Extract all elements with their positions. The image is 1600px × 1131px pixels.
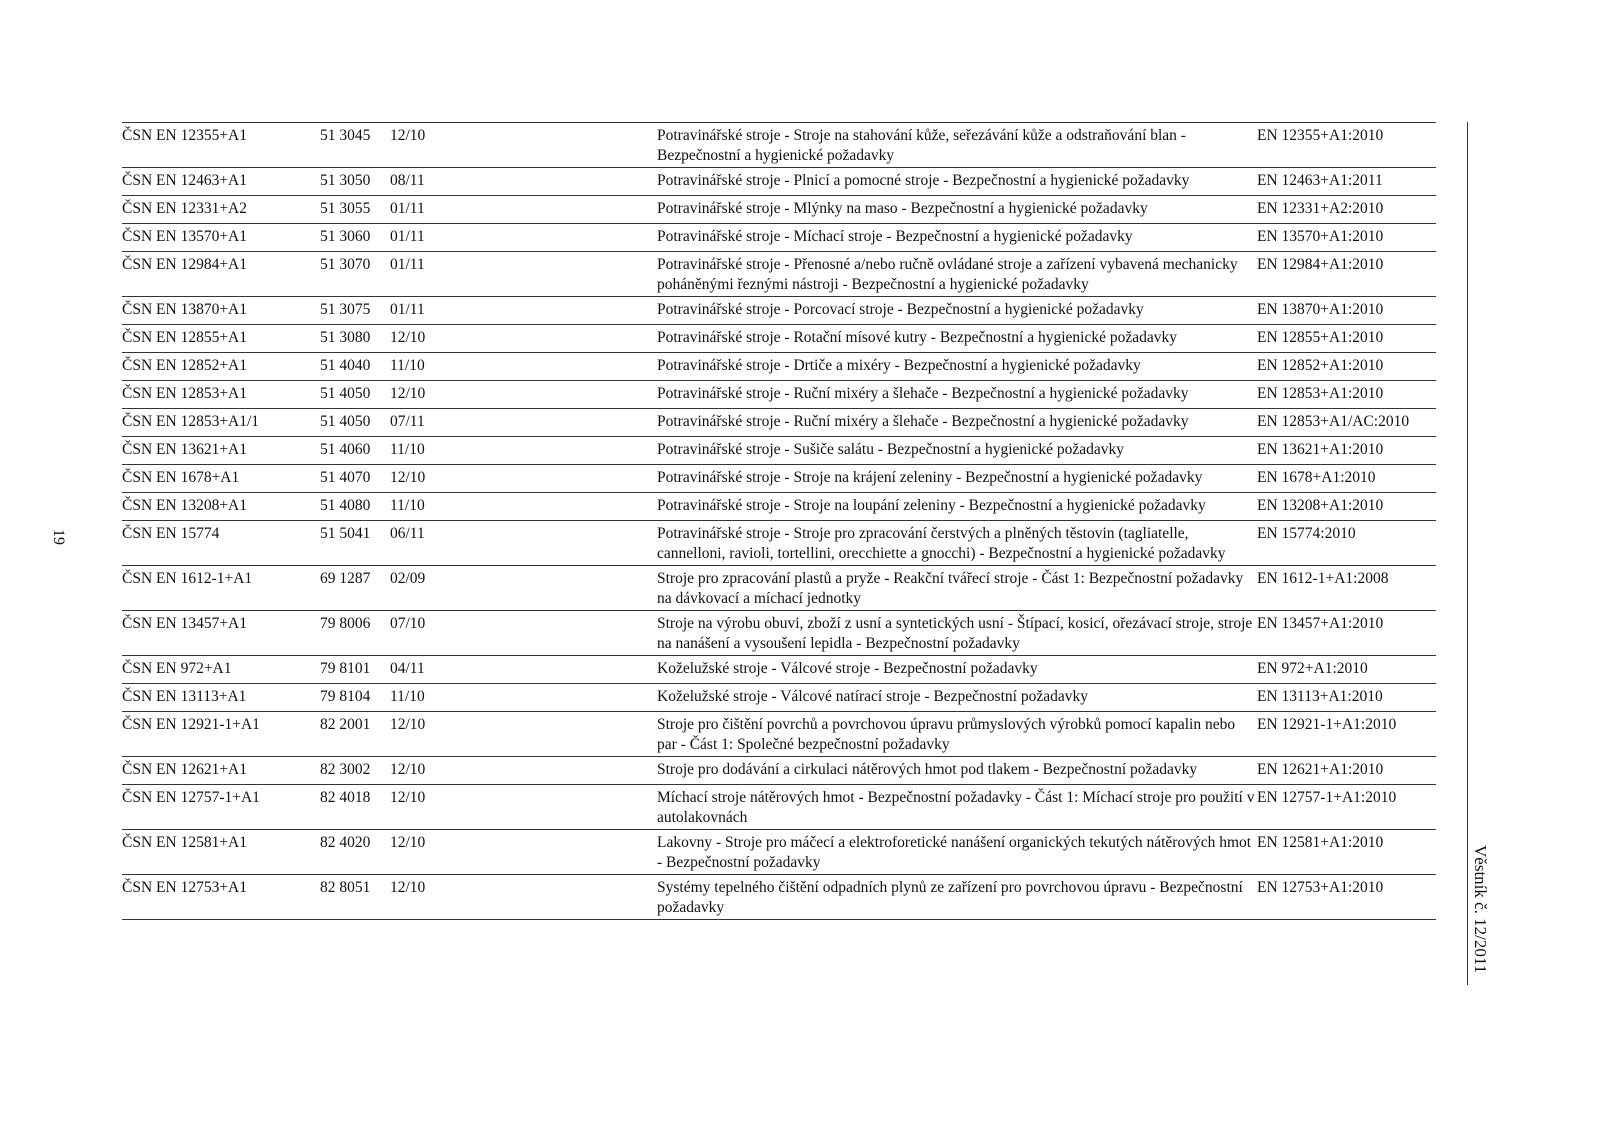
standard-code: ČSN EN 1678+A1	[122, 469, 240, 486]
en-reference: EN 12921-1+A1:2010	[1257, 716, 1397, 733]
standard-title: Lakovny - Stroje pro máčecí a elektroforetické nanášení organických tekutých nátěrových hmot - Bezpečnostní požadavky	[657, 834, 1252, 871]
issue-date: 07/10	[390, 615, 426, 632]
classification-number: 79 8104	[320, 688, 371, 705]
en-reference: EN 12463+A1:2011	[1257, 172, 1383, 189]
issue-date: 04/11	[390, 660, 425, 677]
classification-number: 51 4060	[320, 441, 371, 458]
classification-number: 51 3075	[320, 301, 371, 318]
standard-title: Potravinářské stroje - Stroje na krájení zeleniny - Bezpečnostní a hygienické požadavky	[657, 469, 1203, 486]
table-row	[122, 196, 1436, 224]
issue-date: 08/11	[390, 172, 425, 189]
table-row	[122, 409, 1436, 437]
en-reference: EN 13457+A1:2010	[1257, 615, 1384, 632]
classification-number: 51 4050	[320, 385, 371, 402]
issue-date: 11/10	[390, 497, 425, 514]
en-reference: EN 12621+A1:2010	[1257, 761, 1384, 778]
standard-code: ČSN EN 12581+A1	[122, 834, 247, 851]
standard-code: ČSN EN 12852+A1	[122, 357, 247, 374]
issue-date: 01/11	[390, 256, 425, 273]
en-reference: EN 12757-1+A1:2010	[1257, 789, 1397, 806]
standard-title: Potravinářské stroje - Mlýnky na maso - Bezpečnostní a hygienické požadavky	[657, 200, 1148, 217]
journal-issue-label: Věstník č. 12/2011	[1471, 845, 1490, 974]
issue-date: 12/10	[390, 879, 426, 896]
table-row	[122, 757, 1436, 785]
classification-number: 51 3060	[320, 228, 371, 245]
table-row	[122, 493, 1436, 521]
table-row	[122, 656, 1436, 684]
standard-title: Potravinářské stroje - Stroje na loupání zeleniny - Bezpečnostní a hygienické požadavky	[657, 497, 1206, 514]
table-row	[122, 325, 1436, 353]
issue-date: 01/11	[390, 301, 425, 318]
en-reference: EN 13870+A1:2010	[1257, 301, 1384, 318]
standard-code: ČSN EN 13570+A1	[122, 228, 247, 245]
en-reference: EN 1612-1+A1:2008	[1257, 570, 1389, 587]
table-row	[122, 168, 1436, 196]
standard-title: Koželužské stroje - Válcové natírací stroje - Bezpečnostní požadavky	[657, 688, 1088, 705]
standard-code: ČSN EN 12331+A2	[122, 200, 247, 217]
classification-number: 51 3050	[320, 172, 371, 189]
classification-number: 51 3070	[320, 256, 371, 273]
standard-title: Potravinářské stroje - Míchací stroje - Bezpečnostní a hygienické požadavky	[657, 228, 1133, 245]
standard-code: ČSN EN 12855+A1	[122, 329, 247, 346]
en-reference: EN 12355+A1:2010	[1257, 127, 1384, 144]
standard-code: ČSN EN 12621+A1	[122, 761, 247, 778]
classification-number: 51 5041	[320, 525, 371, 542]
en-reference: EN 13113+A1:2010	[1257, 688, 1383, 705]
standard-title: Stroje pro dodávání a cirkulaci nátěrových hmot pod tlakem - Bezpečnostní požadavky	[657, 761, 1198, 778]
standard-title: Potravinářské stroje - Rotační mísové kutry - Bezpečnostní a hygienické požadavky	[657, 329, 1177, 346]
standard-code: ČSN EN 15774	[122, 525, 220, 542]
issue-date: 12/10	[390, 716, 426, 733]
table-row	[122, 875, 1436, 920]
classification-number: 51 4070	[320, 469, 371, 486]
table-row	[122, 353, 1436, 381]
en-reference: EN 15774:2010	[1257, 525, 1356, 542]
en-reference: EN 12853+A1:2010	[1257, 385, 1384, 402]
table-row	[122, 712, 1436, 757]
classification-number: 82 8051	[320, 879, 371, 896]
classification-number: 79 8101	[320, 660, 371, 677]
standard-title: Potravinářské stroje - Porcovací stroje - Bezpečnostní a hygienické požadavky	[657, 301, 1144, 318]
en-reference: EN 1678+A1:2010	[1257, 469, 1376, 486]
standard-title: Potravinářské stroje - Drtiče a mixéry - Bezpečnostní a hygienické požadavky	[657, 357, 1141, 374]
issue-date: 11/10	[390, 688, 425, 705]
margin-rule	[1467, 122, 1468, 985]
standard-title: Míchací stroje nátěrových hmot - Bezpečnostní požadavky - Část 1: Míchací stroje pro použití v autolakovnách	[657, 789, 1255, 826]
table-row	[122, 611, 1436, 656]
standard-code: ČSN EN 13457+A1	[122, 615, 247, 632]
standard-code: ČSN EN 12921-1+A1	[122, 716, 260, 733]
issue-date: 12/10	[390, 329, 426, 346]
standard-title: Koželužské stroje - Válcové stroje - Bezpečnostní požadavky	[657, 660, 1038, 677]
table-row	[122, 566, 1436, 611]
standard-code: ČSN EN 12753+A1	[122, 879, 247, 896]
standard-code: ČSN EN 12853+A1/1	[122, 413, 260, 430]
table-row	[122, 465, 1436, 493]
en-reference: EN 12753+A1:2010	[1257, 879, 1384, 896]
table-row	[122, 123, 1436, 168]
standards-table	[122, 122, 1436, 920]
standard-code: ČSN EN 12984+A1	[122, 256, 247, 273]
standard-title: Potravinářské stroje - Ruční mixéry a šlehače - Bezpečnostní a hygienické požadavky	[657, 413, 1189, 430]
en-reference: EN 12984+A1:2010	[1257, 256, 1384, 273]
standard-title: Potravinářské stroje - Stroje pro zpracování čerstvých a plněných těstovin (tagliatelle, cannelloni, ravioli, tortellini, orecchiette a gnocchi) - Bezpečnostní a hygienické požadavky	[657, 525, 1226, 562]
standard-code: ČSN EN 1612-1+A1	[122, 570, 253, 587]
issue-date: 12/10	[390, 385, 426, 402]
classification-number: 51 3055	[320, 200, 371, 217]
page-number: 19	[50, 529, 67, 545]
table-row	[122, 830, 1436, 875]
standard-code: ČSN EN 12757-1+A1	[122, 789, 260, 806]
standard-title: Stroje na výrobu obuvi, zboží z usní a syntetických usní - Štípací, kosicí, ořezávací stroje, stroje na nanášení a vysoušení lepidla - Bezpečnostní požadavky	[657, 615, 1253, 652]
table-row	[122, 297, 1436, 325]
table-row	[122, 224, 1436, 252]
issue-date: 06/11	[390, 525, 425, 542]
table-row	[122, 437, 1436, 465]
en-reference: EN 12855+A1:2010	[1257, 329, 1384, 346]
classification-number: 51 4040	[320, 357, 371, 374]
en-reference: EN 12853+A1/AC:2010	[1257, 413, 1410, 430]
issue-date: 01/11	[390, 228, 425, 245]
standard-title: Potravinářské stroje - Přenosné a/nebo ručně ovládané stroje a zařízení vybavená mechanicky poháněnými řeznými nástroji - Bezpečnostní a hygienické požadavky	[657, 256, 1238, 293]
classification-number: 82 3002	[320, 761, 371, 778]
classification-number: 51 3080	[320, 329, 371, 346]
standard-title: Systémy tepelného čištění odpadních plynů ze zařízení pro povrchovou úpravu - Bezpečnostní požadavky	[657, 879, 1243, 916]
classification-number: 82 2001	[320, 716, 371, 733]
en-reference: EN 972+A1:2010	[1257, 660, 1368, 677]
issue-date: 11/10	[390, 441, 425, 458]
issue-date: 12/10	[390, 469, 426, 486]
issue-date: 12/10	[390, 834, 426, 851]
classification-number: 82 4018	[320, 789, 371, 806]
issue-date: 01/11	[390, 200, 425, 217]
standard-title: Potravinářské stroje - Ruční mixéry a šlehače - Bezpečnostní a hygienické požadavky	[657, 385, 1189, 402]
en-reference: EN 12581+A1:2010	[1257, 834, 1384, 851]
issue-date: 02/09	[390, 570, 426, 587]
issue-date: 07/11	[390, 413, 425, 430]
standard-code: ČSN EN 12853+A1	[122, 385, 247, 402]
en-reference: EN 13208+A1:2010	[1257, 497, 1384, 514]
en-reference: EN 13621+A1:2010	[1257, 441, 1384, 458]
standard-code: ČSN EN 13113+A1	[122, 688, 247, 705]
standard-title: Stroje pro zpracování plastů a pryže - Reakční tvářecí stroje - Část 1: Bezpečnostní požadavky na dávkovací a míchací jednotky	[657, 570, 1244, 607]
issue-date: 11/10	[390, 357, 425, 374]
table-row	[122, 684, 1436, 712]
standard-code: ČSN EN 972+A1	[122, 660, 232, 677]
standard-title: Potravinářské stroje - Plnicí a pomocné stroje - Bezpečnostní a hygienické požadavky	[657, 172, 1190, 189]
classification-number: 51 3045	[320, 127, 371, 144]
issue-date: 12/10	[390, 789, 426, 806]
table-row	[122, 381, 1436, 409]
standard-code: ČSN EN 13621+A1	[122, 441, 247, 458]
standard-code: ČSN EN 13870+A1	[122, 301, 247, 318]
table-row	[122, 521, 1436, 566]
standard-title: Potravinářské stroje - Sušiče salátu - Bezpečnostní a hygienické požadavky	[657, 441, 1125, 458]
issue-date: 12/10	[390, 761, 426, 778]
table-row	[122, 785, 1436, 830]
classification-number: 82 4020	[320, 834, 371, 851]
en-reference: EN 13570+A1:2010	[1257, 228, 1384, 245]
standard-title: Stroje pro čištění povrchů a povrchovou úpravu průmyslových výrobků pomocí kapalin nebo par - Část 1: Společné bezpečnostní požadavky	[657, 716, 1236, 753]
en-reference: EN 12331+A2:2010	[1257, 200, 1384, 217]
classification-number: 51 4080	[320, 497, 371, 514]
classification-number: 79 8006	[320, 615, 371, 632]
table-row	[122, 252, 1436, 297]
standard-code: ČSN EN 12355+A1	[122, 127, 247, 144]
en-reference: EN 12852+A1:2010	[1257, 357, 1384, 374]
issue-date: 12/10	[390, 127, 426, 144]
standard-code: ČSN EN 13208+A1	[122, 497, 247, 514]
classification-number: 51 4050	[320, 413, 371, 430]
standard-title: Potravinářské stroje - Stroje na stahování kůže, seřezávání kůže a odstraňování blan - Bezpečnostní a hygienické požadavky	[657, 127, 1186, 164]
standard-code: ČSN EN 12463+A1	[122, 172, 247, 189]
classification-number: 69 1287	[320, 570, 371, 587]
